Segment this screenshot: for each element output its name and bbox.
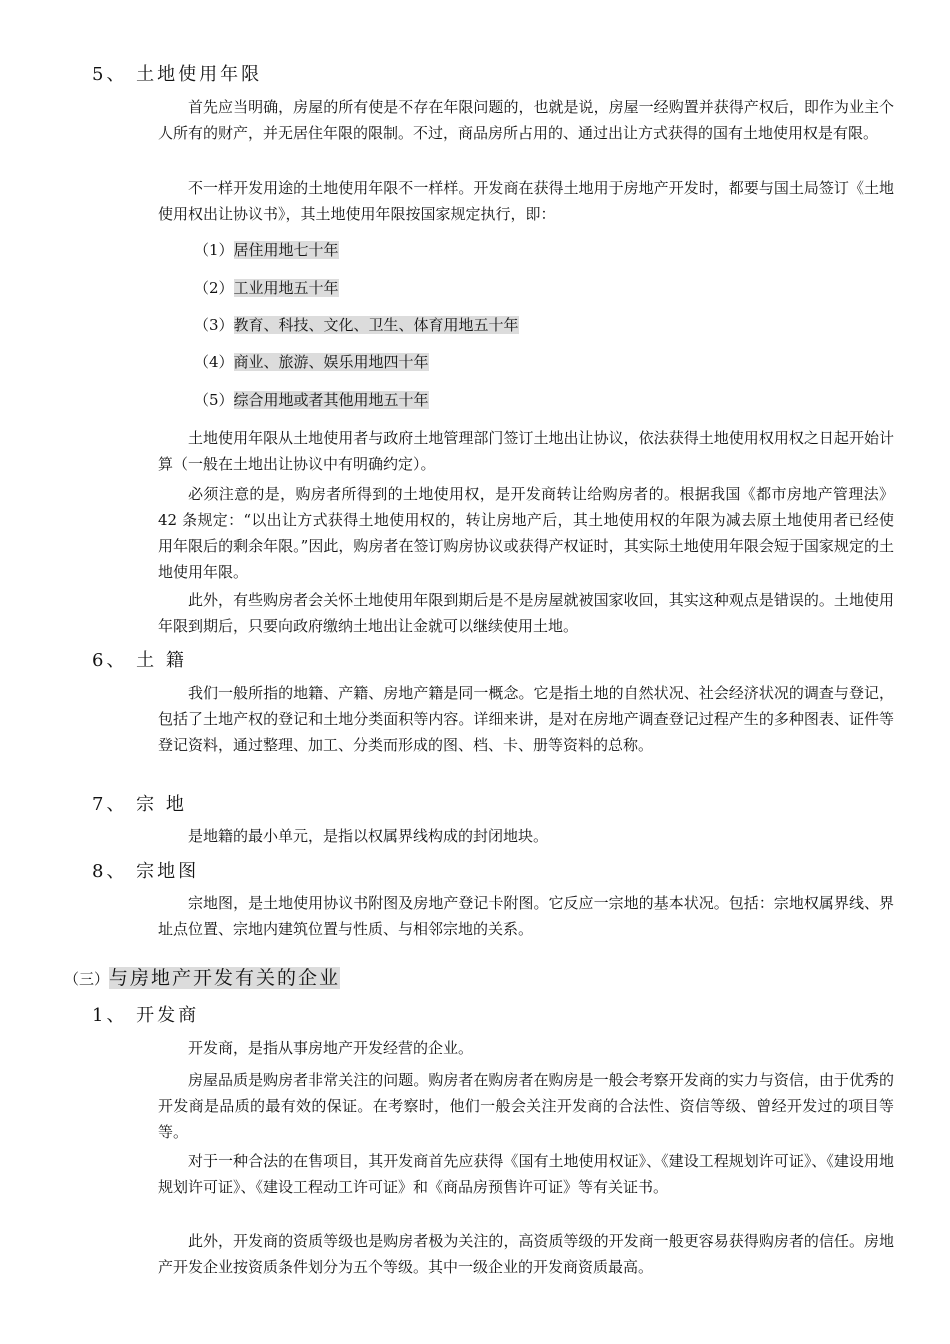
part-heading (64, 965, 340, 992)
list-number: （5） (194, 391, 234, 409)
list-item (194, 313, 519, 337)
list-number: （1） (194, 241, 234, 259)
list-item (194, 276, 339, 300)
paragraph: 宗地图，是土地使用协议书附图及房地产登记卡附图。它反应一宗地的基本状况。包括：宗地权属界线、界址点位置、宗地内建筑位置与性质、与相邻宗地的关系。 (158, 894, 894, 938)
list-text: 工业用地五十年 (233, 279, 339, 297)
list-text: 综合用地或者其他用地五十年 (233, 391, 429, 409)
paragraph: 我们一般所指的地籍、产籍、房地产籍是同一概念。它是指土地的自然状况、社会经济状况的调查与登记，包括了土地产权的登记和土地分类面积等内容。详细来讲，是对在房地产调查登记过程产生的多种图表、证件等登记资料，通过整理、加工、分类而形成的图、档、卡、册等资料的总称。 (158, 684, 894, 754)
list-number: （3） (194, 316, 234, 334)
section-heading-parcel-map: 8、 宗地图 (92, 861, 200, 882)
list-text: 教育、科技、文化、卫生、体育用地五十年 (233, 316, 519, 334)
part-title: 与房地产开发有关的企业 (109, 967, 341, 989)
paragraph: 开发商，是指从事房地产开发经营的企业。 (188, 1039, 474, 1057)
paragraph: 必须注意的是，购房者所得到的土地使用权，是开发商转让给购房者的。根据我国《都市房地产管理法》42 条规定：“以出让方式获得土地使用权的，转让房地产后，其土地使用权的年限为减去原土地使用者已经使用年限后的剩余年限。”因此，购房者在签订购房协议或获得产权证时，其实际土地使用年限会短于国家规定的土地使用年限。 (158, 485, 894, 581)
paragraph: 对于一种合法的在售项目，其开发商首先应获得《国有土地使用权证》、《建设工程规划许可证》、《建设用地规划许可证》、《建设工程动工许可证》和《商品房预售许可证》等有关证书。 (158, 1152, 894, 1196)
section-heading-land-use-term: 5、 土地使用年限 (92, 64, 263, 85)
paragraph: 此外，开发商的资质等级也是购房者极为关注的，高资质等级的开发商一般更容易获得购房者的信任。房地产开发企业按资质条件划分为五个等级。其中一级企业的开发商资质最高。 (158, 1232, 894, 1276)
list-text: 居住用地七十年 (233, 241, 339, 259)
paragraph: 此外，有些购房者会关怀土地使用年限到期后是不是房屋就被国家收回，其实这种观点是错误的。土地使用年限到期后，只要向政府缴纳土地出让金就可以继续使用土地。 (158, 591, 894, 635)
part-number: （三） (64, 970, 110, 988)
list-item (194, 238, 339, 262)
paragraph: 首先应当明确，房屋的所有使是不存在年限问题的，也就是说，房屋一经购置并获得产权后，即作为业主个人所有的财产，并无居住年限的限制。不过，商品房所占用的、通过出让方式获得的国有土地使用权是有限。 (158, 98, 894, 142)
list-number: （4） (194, 353, 234, 371)
section-heading-land-registry: 6、 土 籍 (92, 650, 187, 671)
paragraph: 是地籍的最小单元，是指以权属界线构成的封闭地块。 (188, 827, 549, 845)
paragraph: 土地使用年限从土地使用者与政府土地管理部门签订土地出让协议，依法获得土地使用权用权之日起开始计算（一般在土地出让协议中有明确约定）。 (158, 429, 894, 473)
list-number: （2） (194, 279, 234, 297)
list-text: 商业、旅游、娱乐用地四十年 (233, 353, 429, 371)
paragraph: 不一样开发用途的土地使用年限不一样样。开发商在获得土地用于房地产开发时，都要与国土局签订《土地使用权出让协议书》，其土地使用年限按国家规定执行，即： (158, 179, 894, 223)
paragraph: 房屋品质是购房者非常关注的问题。购房者在购房者在购房是一般会考察开发商的实力与资信，由于优秀的开发商是品质的最有效的保证。在考察时，他们一般会关注开发商的合法性、资信等级、曾经开发过的项目等等。 (158, 1071, 894, 1141)
section-heading-developer: 1、 开发商 (92, 1005, 200, 1026)
list-item (194, 350, 429, 374)
list-item (194, 388, 429, 412)
section-heading-parcel: 7、 宗 地 (92, 794, 187, 815)
